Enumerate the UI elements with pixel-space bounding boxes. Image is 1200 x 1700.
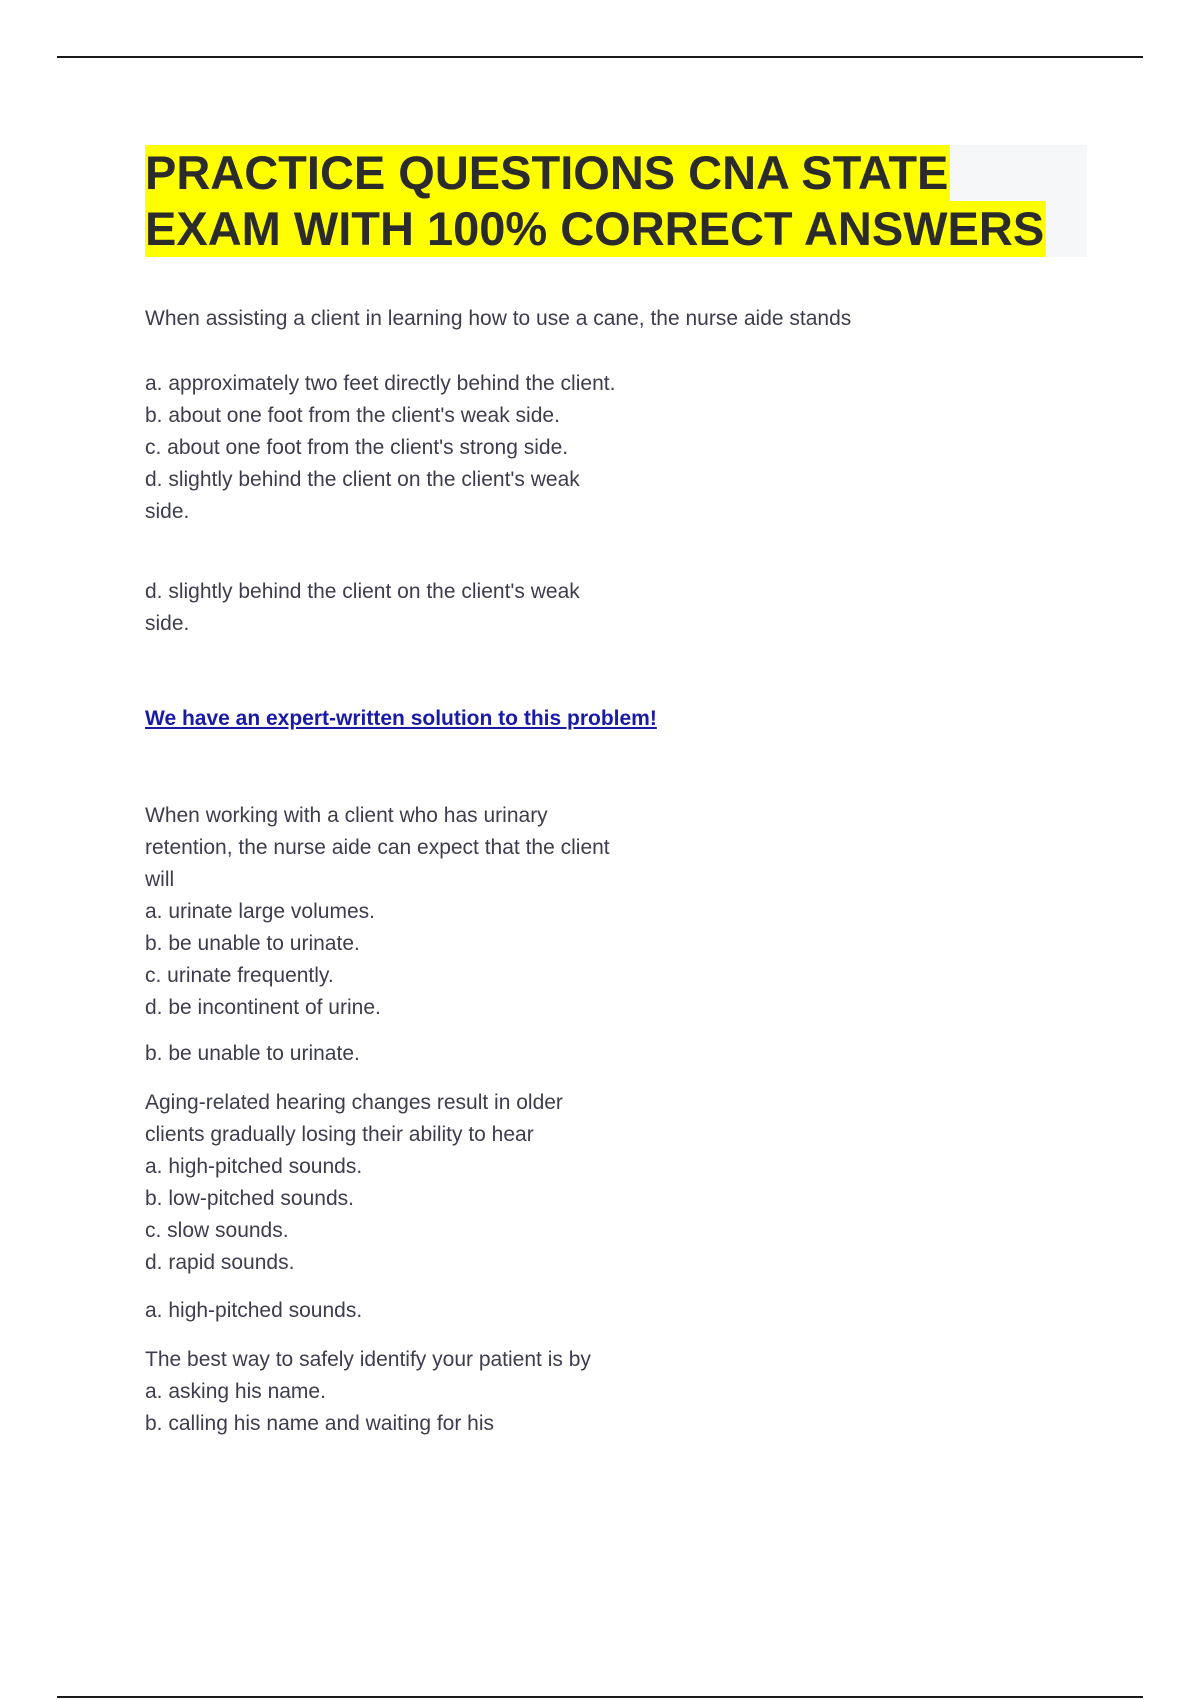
question-3-text: Aging-related hearing changes result in older clients gradually losing their ability to hear [145, 1091, 563, 1146]
question-3-block [145, 1087, 625, 1279]
q3-option-b: b. low-pitched sounds. [145, 1187, 354, 1210]
question-1-text: When assisting a client in learning how to use a cane, the nurse aide stands [145, 307, 852, 330]
footer-rule [57, 1696, 1143, 1698]
question-2-block [145, 800, 625, 1024]
q1-option-c: c. about one foot from the client's strong side. [145, 436, 569, 459]
q3-option-c: c. slow sounds. [145, 1219, 289, 1242]
q4-option-b: b. calling his name and waiting for his [145, 1412, 495, 1435]
question-2-answer: b. be unable to urinate. [145, 1042, 360, 1065]
question-3-answer: a. high-pitched sounds. [145, 1299, 363, 1322]
question-4-text: The best way to safely identify your patient is by [145, 1348, 591, 1371]
q3-option-a: a. high-pitched sounds. [145, 1155, 363, 1178]
expert-solution-link[interactable]: We have an expert-written solution to this problem! [145, 707, 657, 730]
question-1-options [145, 368, 625, 528]
q2-option-d: d. be incontinent of urine. [145, 996, 381, 1019]
header-rule [57, 56, 1143, 58]
q2-option-c: c. urinate frequently. [145, 964, 334, 987]
q3-option-d: d. rapid sounds. [145, 1251, 295, 1274]
question-2-text: When working with a client who has urinary retention, the nurse aide can expect that the client will [145, 804, 610, 891]
document-title [145, 145, 1087, 257]
q2-option-b: b. be unable to urinate. [145, 932, 360, 955]
question-4-block [145, 1344, 645, 1440]
q4-option-a: a. asking his name. [145, 1380, 326, 1403]
title-line-1: PRACTICE QUESTIONS CNA STATE [145, 146, 949, 199]
q1-option-b: b. about one foot from the client's weak side. [145, 404, 560, 427]
q1-option-d: d. slightly behind the client on the client's weak side. [145, 468, 580, 523]
question-1-answer: d. slightly behind the client on the client's weak side. [145, 580, 580, 635]
title-line-2: EXAM WITH 100% CORRECT ANSWERS [145, 202, 1045, 255]
q1-option-a: a. approximately two feet directly behind the client. [145, 372, 616, 395]
q2-option-a: a. urinate large volumes. [145, 900, 375, 923]
